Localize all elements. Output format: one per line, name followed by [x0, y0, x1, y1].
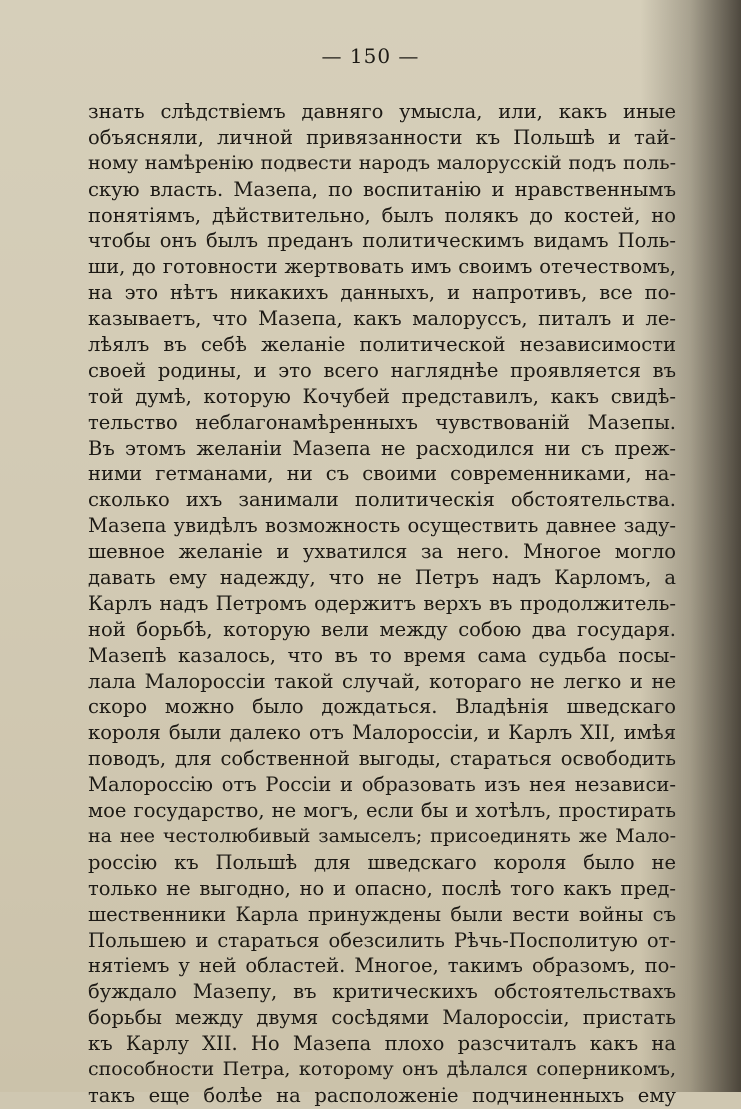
- text-line: короля были далеко отъ Малороссіи, и Карлъ XII, имѣя: [88, 721, 676, 745]
- text-line: лала Малороссіи такой случай, котораго не легко и не: [88, 669, 676, 693]
- text-line: сколько ихъ занимали политическія обстоятельства.: [88, 488, 676, 512]
- body-text: [88, 99, 676, 1109]
- text-line: на это нѣтъ никакихъ данныхъ, и напротивъ, все по-: [88, 281, 676, 305]
- text-line: ному намѣренію подвести народъ малорусскій подъ поль-: [88, 151, 676, 174]
- text-line: скую власть. Мазепа, по воспитанію и нравственнымъ: [88, 177, 676, 201]
- text-line: тельство неблагонамѣренныхъ чувствованій Мазепы.: [88, 410, 676, 434]
- text-line: нятіемъ у ней областей. Многое, такимъ образомъ, по-: [88, 954, 676, 978]
- text-line: только не выгодно, но и опасно, послѣ того какъ пред-: [88, 876, 676, 900]
- text-line: понятіямъ, дѣйствительно, былъ полякъ до костей, но: [88, 203, 676, 227]
- text-line: лѣялъ въ себѣ желаніе политической независимости: [88, 333, 676, 357]
- text-line: россію къ Польшѣ для шведскаго короля было не: [88, 850, 676, 874]
- text-line: такъ еще болѣе на расположеніе подчиненныхъ ему: [88, 1083, 676, 1107]
- text-line: давать ему надежду, что не Петръ надъ Карломъ, а: [88, 566, 676, 590]
- text-line: казываетъ, что Мазепа, какъ малоруссъ, питалъ и ле-: [88, 307, 676, 331]
- text-line: способности Петра, которому онъ дѣлался соперникомъ,: [88, 1057, 676, 1080]
- text-line: къ Карлу XII. Но Мазепа плохо разсчиталъ какъ на: [88, 1032, 676, 1056]
- text-line: шественники Карла принуждены были вести войны съ: [88, 902, 676, 926]
- text-line: Въ этомъ желаніи Мазепа не расходился ни съ преж-: [88, 436, 676, 460]
- text-line: ной борьбѣ, которую вели между собою два государя.: [88, 617, 676, 641]
- text-line: Польшею и стараться обезсилить Рѣчь-Посполитую от-: [88, 928, 676, 952]
- text-line: на нее честолюбивый замыселъ; присоединять же Мало-: [88, 824, 676, 847]
- text-line: Малороссію отъ Россіи и образовать изъ нея независи-: [88, 773, 676, 797]
- text-line: чтобы онъ былъ преданъ политическимъ видамъ Поль-: [88, 229, 676, 253]
- text-line: Мазепѣ казалось, что въ то время сама судьба посы-: [88, 643, 676, 667]
- text-line: скоро можно было дождаться. Владѣнія шведскаго: [88, 695, 676, 719]
- text-line: объясняли, личной привязанности къ Польшѣ и тай-: [88, 125, 676, 149]
- text-line: той думѣ, которую Кочубей представилъ, какъ свидѣ-: [88, 384, 676, 408]
- text-line: буждало Мазепу, въ критическихъ обстоятельствахъ: [88, 980, 676, 1004]
- text-line: Карлъ надъ Петромъ одержитъ верхъ въ продолжитель-: [88, 591, 676, 615]
- text-line: ними гетманами, ни съ своими современниками, на-: [88, 462, 676, 486]
- text-line: Мазепа увидѣлъ возможность осуществить давнее заду-: [88, 514, 676, 538]
- text-line: поводъ, для собственной выгоды, стараться освободить: [88, 747, 676, 771]
- text-line: мое государство, не могъ, если бы и хотѣлъ, простирать: [88, 799, 676, 823]
- text-line: знать слѣдствіемъ давняго умысла, или, какъ иные: [88, 100, 676, 123]
- text-line: своей родины, и это всего нагляднѣе проявляется въ: [88, 358, 676, 382]
- text-line: шевное желаніе и ухватился за него. Многое могло: [88, 540, 676, 564]
- text-line: борьбы между двумя сосѣдями Малороссіи, пристать: [88, 1006, 676, 1030]
- page-number: — 150 —: [321, 44, 420, 68]
- text-line: ши, до готовности жертвовать имъ своимъ отечествомъ,: [88, 255, 676, 279]
